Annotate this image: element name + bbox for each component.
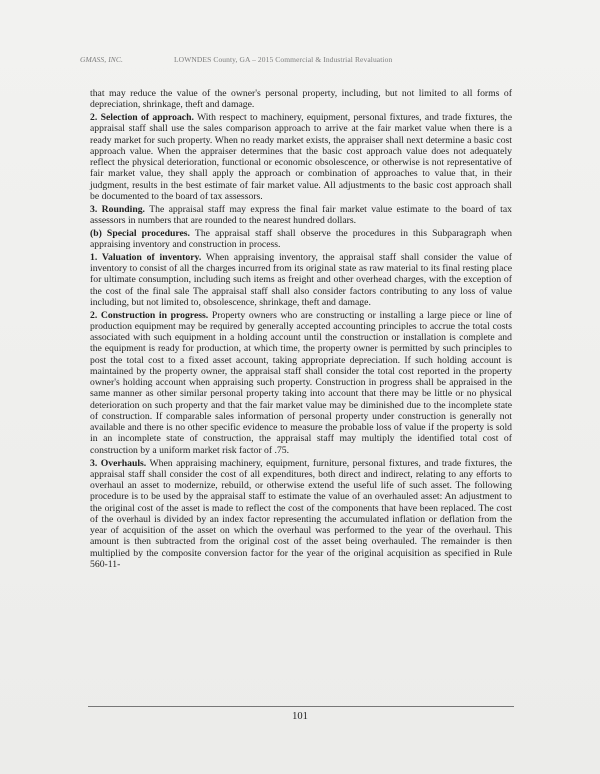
footer-divider <box>88 706 514 707</box>
paragraph <box>90 228 512 251</box>
paragraph-heading: 3. Overhauls. <box>90 457 147 469</box>
paragraph-text: Property owners who are constructing or installing a large piece or line of production equipment may be required by generally accepted accounting principles to accrue the total costs associated with such equipment in a holding account until the construction or installation is complete and the equipment is ready for production, at which time, the property owner is permitted by such principles to post the total cost to a fixed asset account, taking appropriate depreciation. If such holding account is maintained by the property owner, the appraisal staff shall consider the total cost reported in the property owner's holding account when appraising such property. Construction in progress shall be appraised in the same manner as other similar personal property taking into account that there may be little or no physical deterioration on such property and that the fair market value may be diminished due to the incomplete state of construction. If comparable sales information of personal property under construction is generally not available and there is no other specific evidence to measure the probable loss of value if the property is sold in an incomplete state of construction, the appraisal staff may multiply the identified total cost of construction by a uniform market risk factor of .75. <box>90 309 512 456</box>
paragraph-heading: 3. Rounding. <box>90 203 145 215</box>
paragraph <box>90 310 512 456</box>
paragraph <box>90 204 512 227</box>
paragraph-heading: (b) Special procedures. <box>90 227 190 239</box>
paragraph <box>90 458 512 571</box>
header-title: LOWNDES County, GA – 2015 Commercial & Industrial Revaluation <box>174 55 393 64</box>
paragraph-heading: 2. Construction in progress. <box>90 309 209 321</box>
paragraph-text: When appraising machinery, equipment, furniture, personal fixtures, and trade fixtures, the appraisal staff shall consider the cost of all expenditures, both direct and indirect, relating to any efforts to overhaul an asset to modernize, rebuild, or otherwise extend the useful life of such asset. The following procedure is to be used by the appraisal staff to estimate the value of an overhauled asset: An adjustment to the original cost of the asset is made to reflect the cost of the components that have been replaced. The cost of the overhaul is divided by an index factor representing the accumulated inflation or deflation from the year of acquisition of the asset on which the overhaul was performed to the year of the overhaul. This amount is then subtracted from the original cost of the asset being overhauled. The remainder is then multiplied by the composite conversion factor for the year of the original acquisition as specified in Rule 560-11- <box>90 457 512 570</box>
header-company: GMASS, INC. <box>80 55 123 64</box>
page-number: 101 <box>292 711 308 722</box>
paragraph <box>90 112 512 202</box>
paragraph-heading: 1. Valuation of inventory. <box>90 251 202 263</box>
paragraph-text: that may reduce the value of the owner's personal property, including, but not limited to all forms of depreciation, shrinkage, theft and damage. <box>90 88 512 111</box>
paragraph <box>90 88 512 111</box>
document-body <box>90 88 512 572</box>
paragraph-text: The appraisal staff shall observe the procedures in this Subparagraph when appraising inventory and construction in process. <box>90 227 512 251</box>
paragraph-text: The appraisal staff may express the final fair market value estimate to the board of tax assessors in numbers that are rounded to the nearest hundred dollars. <box>90 203 512 226</box>
paragraph-text: With respect to machinery, equipment, personal fixtures, and trade fixtures, the appraisal staff shall use the sales comparison approach to arrive at the fair market value when there is a ready market for such property. When no ready market exists, the appraiser shall next determine a basic cost approach value. When the appraiser determines that the basic cost approach value does not adequately reflect the physical deterioration, functional or economic obsolescence, or otherwise is not representative of fair market value, they shall apply the approach or combination of approaches to value that, in their judgment, results in the best estimate of fair market value. All adjustments to the basic cost approach shall be documented to the board of tax assessors. <box>90 112 512 202</box>
running-header <box>80 55 540 64</box>
paragraph-text: When appraising inventory, the appraisal staff shall consider the value of inventory to consist of all the charges incurred from its original state as raw material to its final resting place for ultimate consumption, including such items as freight and other overhead charges, with the exception of the cost of the final sale The appraisal staff shall also consider factors contributing to any loss of value including, but not limited to, obsolescence, shrinkage, theft and damage. <box>90 251 512 308</box>
paragraph-heading: 2. Selection of approach. <box>90 112 194 124</box>
paragraph <box>90 252 512 308</box>
